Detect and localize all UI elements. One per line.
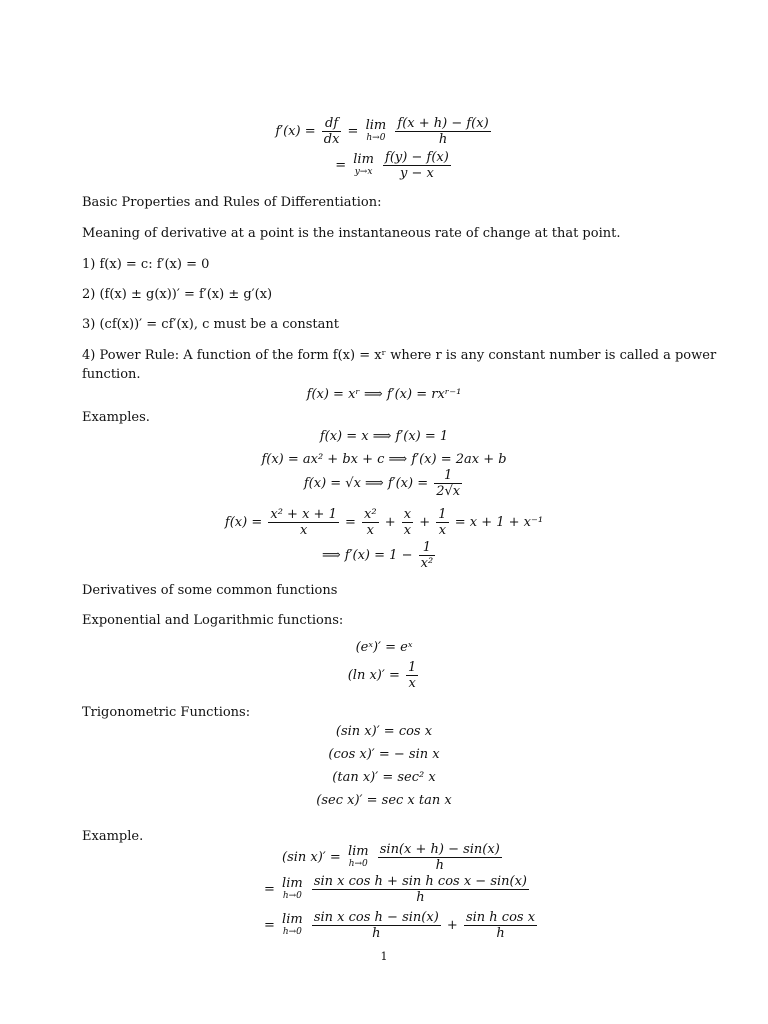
power-rule-formula: f(x) = xʳ ⟹ f′(x) = rxʳ⁻¹: [306, 387, 462, 402]
exp-derivative: (eˣ)′ = eˣ: [355, 640, 413, 655]
ex4-plus1: +: [384, 515, 396, 530]
sin-l3-lim-sub: h→0: [282, 926, 302, 937]
meaning-paragraph: Meaning of derivative at a point is the instantaneous rate of change at that point.: [82, 226, 621, 241]
lim-text-2: lim: [353, 151, 374, 167]
sin-l3-limit: [282, 913, 303, 939]
dfdx-num: df: [322, 116, 342, 132]
sin-l3-den1: h: [372, 926, 381, 941]
ex3-den: 2√x: [436, 484, 461, 499]
ex4-plus2: +: [419, 515, 431, 530]
sin-l1-lhs: (sin x)′ =: [282, 850, 341, 865]
example-label: Example.: [82, 829, 144, 844]
sin-l2-limit: [282, 877, 303, 903]
ln-num: 1: [407, 660, 417, 675]
example-3: [0, 468, 768, 499]
trig-cos: (cos x)′ = − sin x: [328, 747, 440, 762]
derivative-definition-line1: [0, 116, 768, 147]
sin-l3-num2: sin h cos x: [465, 910, 536, 925]
sin-l2-fraction: [312, 874, 529, 905]
sin-l1-fraction: [378, 842, 502, 873]
def-lhs: f′(x) =: [275, 124, 316, 139]
sin-l3-fraction1: [312, 910, 441, 941]
def-eq: =: [347, 124, 359, 139]
sin-l2-num: sin x cos h + sin h cos x − sin(x): [313, 874, 527, 889]
ex4-f2-num: x²: [364, 507, 377, 522]
ex4-f1-num: x² + x + 1: [270, 507, 337, 522]
ex5-num: 1: [419, 540, 436, 556]
sin-l3-eq: =: [264, 918, 275, 933]
ex4-frac4: [436, 507, 448, 538]
alt-quotient: [383, 150, 451, 181]
trig-heading: Trigonometric Functions:: [82, 705, 251, 720]
power-rule-line2: function.: [82, 367, 141, 382]
ex5-fraction: [419, 540, 436, 571]
sin-l1-lim: lim: [347, 843, 369, 859]
ex3-lhs: f(x) = √x ⟹ f′(x) =: [303, 476, 429, 491]
sin-example-line3: [264, 910, 539, 941]
sin-example-line1: [282, 842, 504, 873]
example-5: [322, 540, 437, 571]
sin-l2-lim-sub: h→0: [282, 890, 302, 901]
sin-l3-den2: h: [496, 926, 505, 941]
sin-l3-num1: sin x cos h − sin(x): [313, 910, 439, 925]
rule-2: 2) (f(x) ± g(x))′ = f′(x) ± g′(x): [82, 287, 273, 302]
rule-3: 3) (cf(x))′ = cf′(x), c must be a constant: [82, 317, 339, 332]
dfdx-den: dx: [323, 132, 340, 147]
ln-fraction: [406, 660, 418, 691]
ex4-lhs: f(x) =: [224, 515, 263, 530]
dfdx-fraction: [322, 116, 342, 147]
sin-l2-eq: =: [264, 882, 275, 897]
sin-l3-fraction2: [464, 910, 537, 941]
example-4: [0, 507, 768, 538]
exp-log-heading: Exponential and Logarithmic functions:: [82, 613, 344, 628]
ex5-den: x²: [420, 556, 434, 571]
trig-sec: (sec x)′ = sec x tan x: [316, 793, 452, 808]
difference-quotient: [395, 116, 490, 147]
ex4-rhs: = x + 1 + x⁻¹: [454, 515, 544, 530]
power-rule-line1: 4) Power Rule: A function of the form f(x) = xʳ where r is any constant number is called a power: [82, 348, 717, 363]
lim-text: lim: [365, 117, 387, 133]
sin-l2-den: h: [416, 890, 425, 905]
dq-den: h: [438, 132, 448, 147]
common-derivatives-heading: Derivatives of some common functions: [82, 583, 338, 598]
trig-tan: (tan x)′ = sec² x: [332, 770, 436, 785]
example-2: f(x) = ax² + bx + c ⟹ f′(x) = 2ax + b: [261, 452, 507, 467]
dq-num: f(x + h) − f(x): [397, 116, 489, 131]
ex4-f2-den: x: [366, 523, 374, 538]
ex3-fraction: [434, 468, 462, 499]
example-1: f(x) = x ⟹ f′(x) = 1: [319, 429, 449, 444]
ex3-num: 1: [434, 468, 462, 484]
sin-l2-lim: lim: [282, 875, 303, 891]
def2-eq: =: [335, 158, 347, 173]
lim-sub: h→0: [366, 132, 386, 143]
heading-basic-rules: Basic Properties and Rules of Differentiation:: [82, 195, 382, 210]
ex5-lhs: ⟹ f′(x) = 1 −: [322, 548, 413, 563]
lim-sub-2: y→x: [354, 166, 373, 177]
limit-y: [353, 153, 374, 179]
ex4-f4-den: x: [438, 523, 447, 538]
ex4-f1-den: x: [299, 523, 308, 538]
ex4-f3-num: x: [403, 507, 412, 522]
ex4-frac3: [402, 507, 413, 538]
trig-sin: (sin x)′ = cos x: [335, 724, 433, 739]
ex4-frac2: [362, 507, 379, 538]
sin-l3-lim: lim: [282, 911, 303, 927]
alt-den: y − x: [400, 166, 434, 181]
derivative-definition-line2: [0, 150, 768, 181]
ex4-frac1: [268, 507, 338, 538]
sin-l1-lim-sub: h→0: [348, 858, 368, 869]
rule-1: 1) f(x) = c: f′(x) = 0: [82, 257, 210, 272]
sin-l1-den: h: [435, 858, 444, 873]
ex4-eq: =: [344, 515, 356, 530]
page-number: 1: [380, 950, 388, 963]
ln-lhs: (ln x)′ =: [347, 668, 400, 683]
alt-num: f(y) − f(x): [385, 150, 449, 165]
sin-l1-num: sin(x + h) − sin(x): [379, 842, 500, 857]
examples-label: Examples.: [82, 410, 150, 425]
ex4-f3-den: x: [403, 523, 412, 538]
sin-l1-limit: [348, 845, 369, 871]
ln-den: x: [408, 676, 416, 691]
sin-l3-plus: +: [446, 918, 458, 933]
ex4-f4-num: 1: [438, 507, 447, 522]
limit-h: [366, 119, 387, 145]
sin-example-line2: [264, 874, 531, 905]
ln-derivative: [0, 660, 768, 691]
